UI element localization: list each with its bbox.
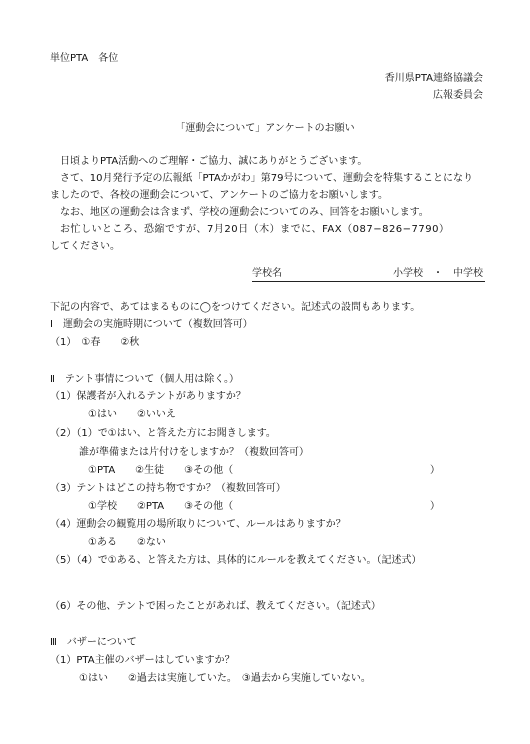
section-2-question-4-options: ①ある ②ない — [88, 537, 166, 548]
section-2-question-4: （4）運動会の観覧用の場所取りについて、ルールはありますか？ — [50, 519, 346, 530]
section-2-question-3-close: ） — [430, 501, 440, 512]
section-2-question-1-options: ①はい ②いいえ — [88, 409, 176, 420]
page-title: 「運動会について」アンケートのお願い — [175, 123, 355, 134]
school-name-field — [252, 267, 485, 282]
school-type-options: 小学校 ・ 中学校 — [393, 268, 483, 279]
section-2-question-2-options: ①PTA ②生徒 ③その他（ — [88, 465, 234, 476]
section-2-question-3: （3）テントはどこの持ち物ですか？（複数回答可） — [50, 483, 286, 494]
section-2-question-2-close: ） — [430, 465, 440, 476]
section-3-question-1: （1）PTA主催のバザーはしていますか？ — [50, 655, 235, 666]
section-2-question-2: （2）（1）で①はい、と答えた方にお聞きします。 — [50, 428, 276, 439]
intro-line-6: してください。 — [50, 241, 120, 252]
intro-line-3: ましたので、各校の運動会について、アンケートのご協力をお願いします。 — [50, 190, 388, 201]
section-2-question-1: （1）保護者が入れるテントがありますか？ — [50, 391, 246, 402]
section-2-question-5: （5）（4）で①ある、と答えた方は、具体的にルールを教えてください。（記述式） — [50, 555, 422, 566]
section-1-question-1: （1） ①春 ②秋 — [50, 337, 140, 348]
sender-org: 香川県PTA連絡協議会 — [384, 73, 483, 84]
intro-line-5: お忙しいところ、恐縮ですが、7月20日（木）までに、FAX（087−826−7790） — [60, 224, 450, 235]
section-2-question-6: （6）その他、テントで困ったことがあれば、教えてください。（記述式） — [50, 601, 381, 612]
recipient: 単位PTA 各位 — [50, 53, 119, 64]
instructions: 下記の内容で、あてはまるものに◯をつけてください。記述式の設問もあります。 — [50, 302, 421, 313]
school-name-label: 学校名 — [252, 268, 282, 279]
intro-line-4: なお、地区の運動会は含まず、学校の運動会についてのみ、回答をお願いします。 — [60, 207, 429, 218]
intro-line-2: さて、10月発行予定の広報紙「PTAかがわ」第79号について、運動会を特集することになり — [60, 173, 474, 184]
section-3-question-1-options: ①はい ②過去は実施していた。 ③過去から実施していない。 — [79, 673, 371, 684]
sender-committee: 広報委員会 — [433, 90, 483, 101]
section-2-question-3-options: ①学校 ②PTA ③その他（ — [88, 501, 234, 512]
section-1-heading: Ⅰ 運動会の実施時期について（複数回答可） — [50, 319, 253, 330]
section-2-question-2-sub: 誰が準備または片付けをしますか？（複数回答可） — [79, 447, 309, 458]
section-2-heading: Ⅱ テント事情について（個人用は除く。） — [50, 374, 240, 385]
intro-line-1: 日頃よりPTA活動へのご理解・ご協力、誠にありがとうございます。 — [60, 156, 368, 167]
section-3-heading: Ⅲ バザーについて — [50, 637, 137, 648]
